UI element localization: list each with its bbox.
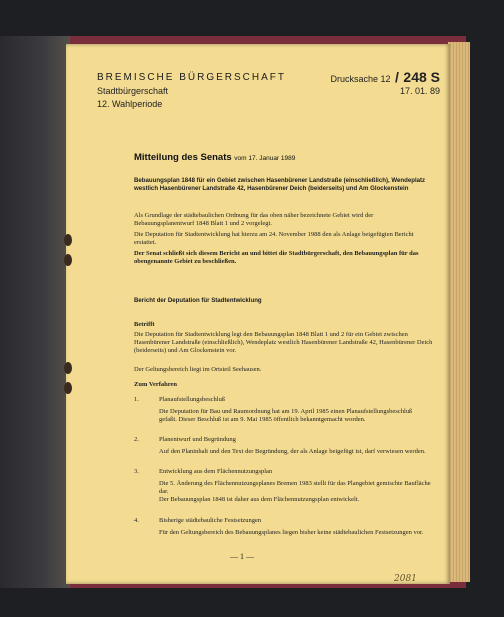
item-number: 1. — [134, 396, 139, 403]
document-date: 17. 01. 89 — [399, 86, 440, 96]
drucksache — [330, 69, 440, 85]
page-stack-edge — [448, 42, 470, 582]
body-name: Stadtbürgerschaft — [97, 86, 169, 96]
item-paragraph: Die Deputation für Bau und Raumordnung hat am 19. April 1985 einen Planaufstellungsbeschluß gefaßt. Dieser Beschluß ist am 9. Mai 1985 öffentlich bekanntgemacht worden. — [159, 408, 413, 424]
intro-2: Die Deputation für Stadtentwicklung hat hierzu am 24. November 1988 den als Anlage beigefügten Bericht erstattet. — [134, 231, 414, 247]
drucksache-sep: / — [395, 69, 399, 85]
item-paragraph: Die 5. Änderung des Flächennutzungsplanes Bremen 1983 stellt für das Plangebiet gemischte Baufläche dar. — [159, 480, 431, 496]
drucksache-number: 248 S — [403, 69, 440, 85]
intro-1: Als Grundlage der städtebaulichen Ordnung für das oben näher bezeichnete Gebiet wird der Bebauungsplanentwurf 1848 Blatt 1 und 2 vorgelegt. — [134, 212, 374, 228]
subject: Bebauungsplan 1848 für ein Gebiet zwischen Hasenbürener Landstraße (einschließlich), Wendeplatz westlich Hasenbürener Landstraße 42, Hasenbürener Deich (beiderseits) und Am Glockenstein — [134, 177, 426, 193]
page-number: — 1 — — [230, 552, 254, 561]
document-page — [66, 44, 450, 584]
item-paragraph: Auf den Planinhalt und den Text der Begründung, der als Anlage beigefügt ist, darf verwiesen werden. — [159, 448, 426, 455]
betrifft-text: Die Deputation für Stadtentwicklung legt den Bebauungsplan 1848 Blatt 1 und 2 für ein Gebiet zwischen Hasenbürener Landstraße (einschließlich), Wendeplatz westlich Hasenbürener Landstraße 42, Hasenbürener Deich (beiderseits) und Am Glockenstein vor. — [134, 331, 433, 355]
item-title: Entwicklung aus dem Flächennutzungsplan — [159, 468, 273, 475]
punch-hole — [64, 254, 72, 266]
item-title: Planentwurf und Begründung — [159, 436, 236, 443]
ortsteil: Der Geltungsbereich liegt im Ortsteil Seehausen. — [134, 366, 262, 373]
item-title: Bisherige städtebauliche Festsetzungen — [159, 517, 262, 524]
request: Der Senat schließt sich diesem Bericht an und bittet die Stadtbürgerschaft, den Bebauungsplan für das obengenannte Gebiet zu beschließen. — [134, 250, 419, 266]
item-number: 3. — [134, 468, 139, 475]
item-number: 4. — [134, 517, 139, 524]
procedure-heading: Zum Verfahren — [134, 381, 178, 388]
punch-hole — [64, 362, 72, 374]
item-number: 2. — [134, 436, 139, 443]
betrifft-label: Betrifft — [134, 321, 155, 328]
item-paragraph: Für den Geltungsbereich des Bebauungsplanes liegen bisher keine städtebaulichen Festsetzungen vor. — [159, 529, 424, 536]
handwritten-note: 2081 — [394, 574, 417, 584]
punch-hole — [64, 234, 72, 246]
wahlperiode: 12. Wahlperiode — [97, 99, 163, 109]
item-title: Planaufstellungsbeschluß — [159, 396, 226, 403]
adjacent-page-edge — [0, 36, 70, 588]
report-heading: Bericht der Deputation für Stadtentwicklung — [134, 297, 262, 304]
title-main: Mitteilung des Senats — [134, 152, 232, 163]
punch-hole — [64, 382, 72, 394]
drucksache-label: Drucksache 12 — [330, 74, 391, 84]
page-title — [134, 152, 295, 163]
org-name: BREMISCHE BÜRGERSCHAFT — [97, 72, 287, 83]
item-paragraph: Der Bebauungsplan 1848 ist daher aus dem Flächennutzungsplan entwickelt. — [159, 496, 360, 503]
title-date: vom 17. Januar 1989 — [234, 155, 296, 162]
